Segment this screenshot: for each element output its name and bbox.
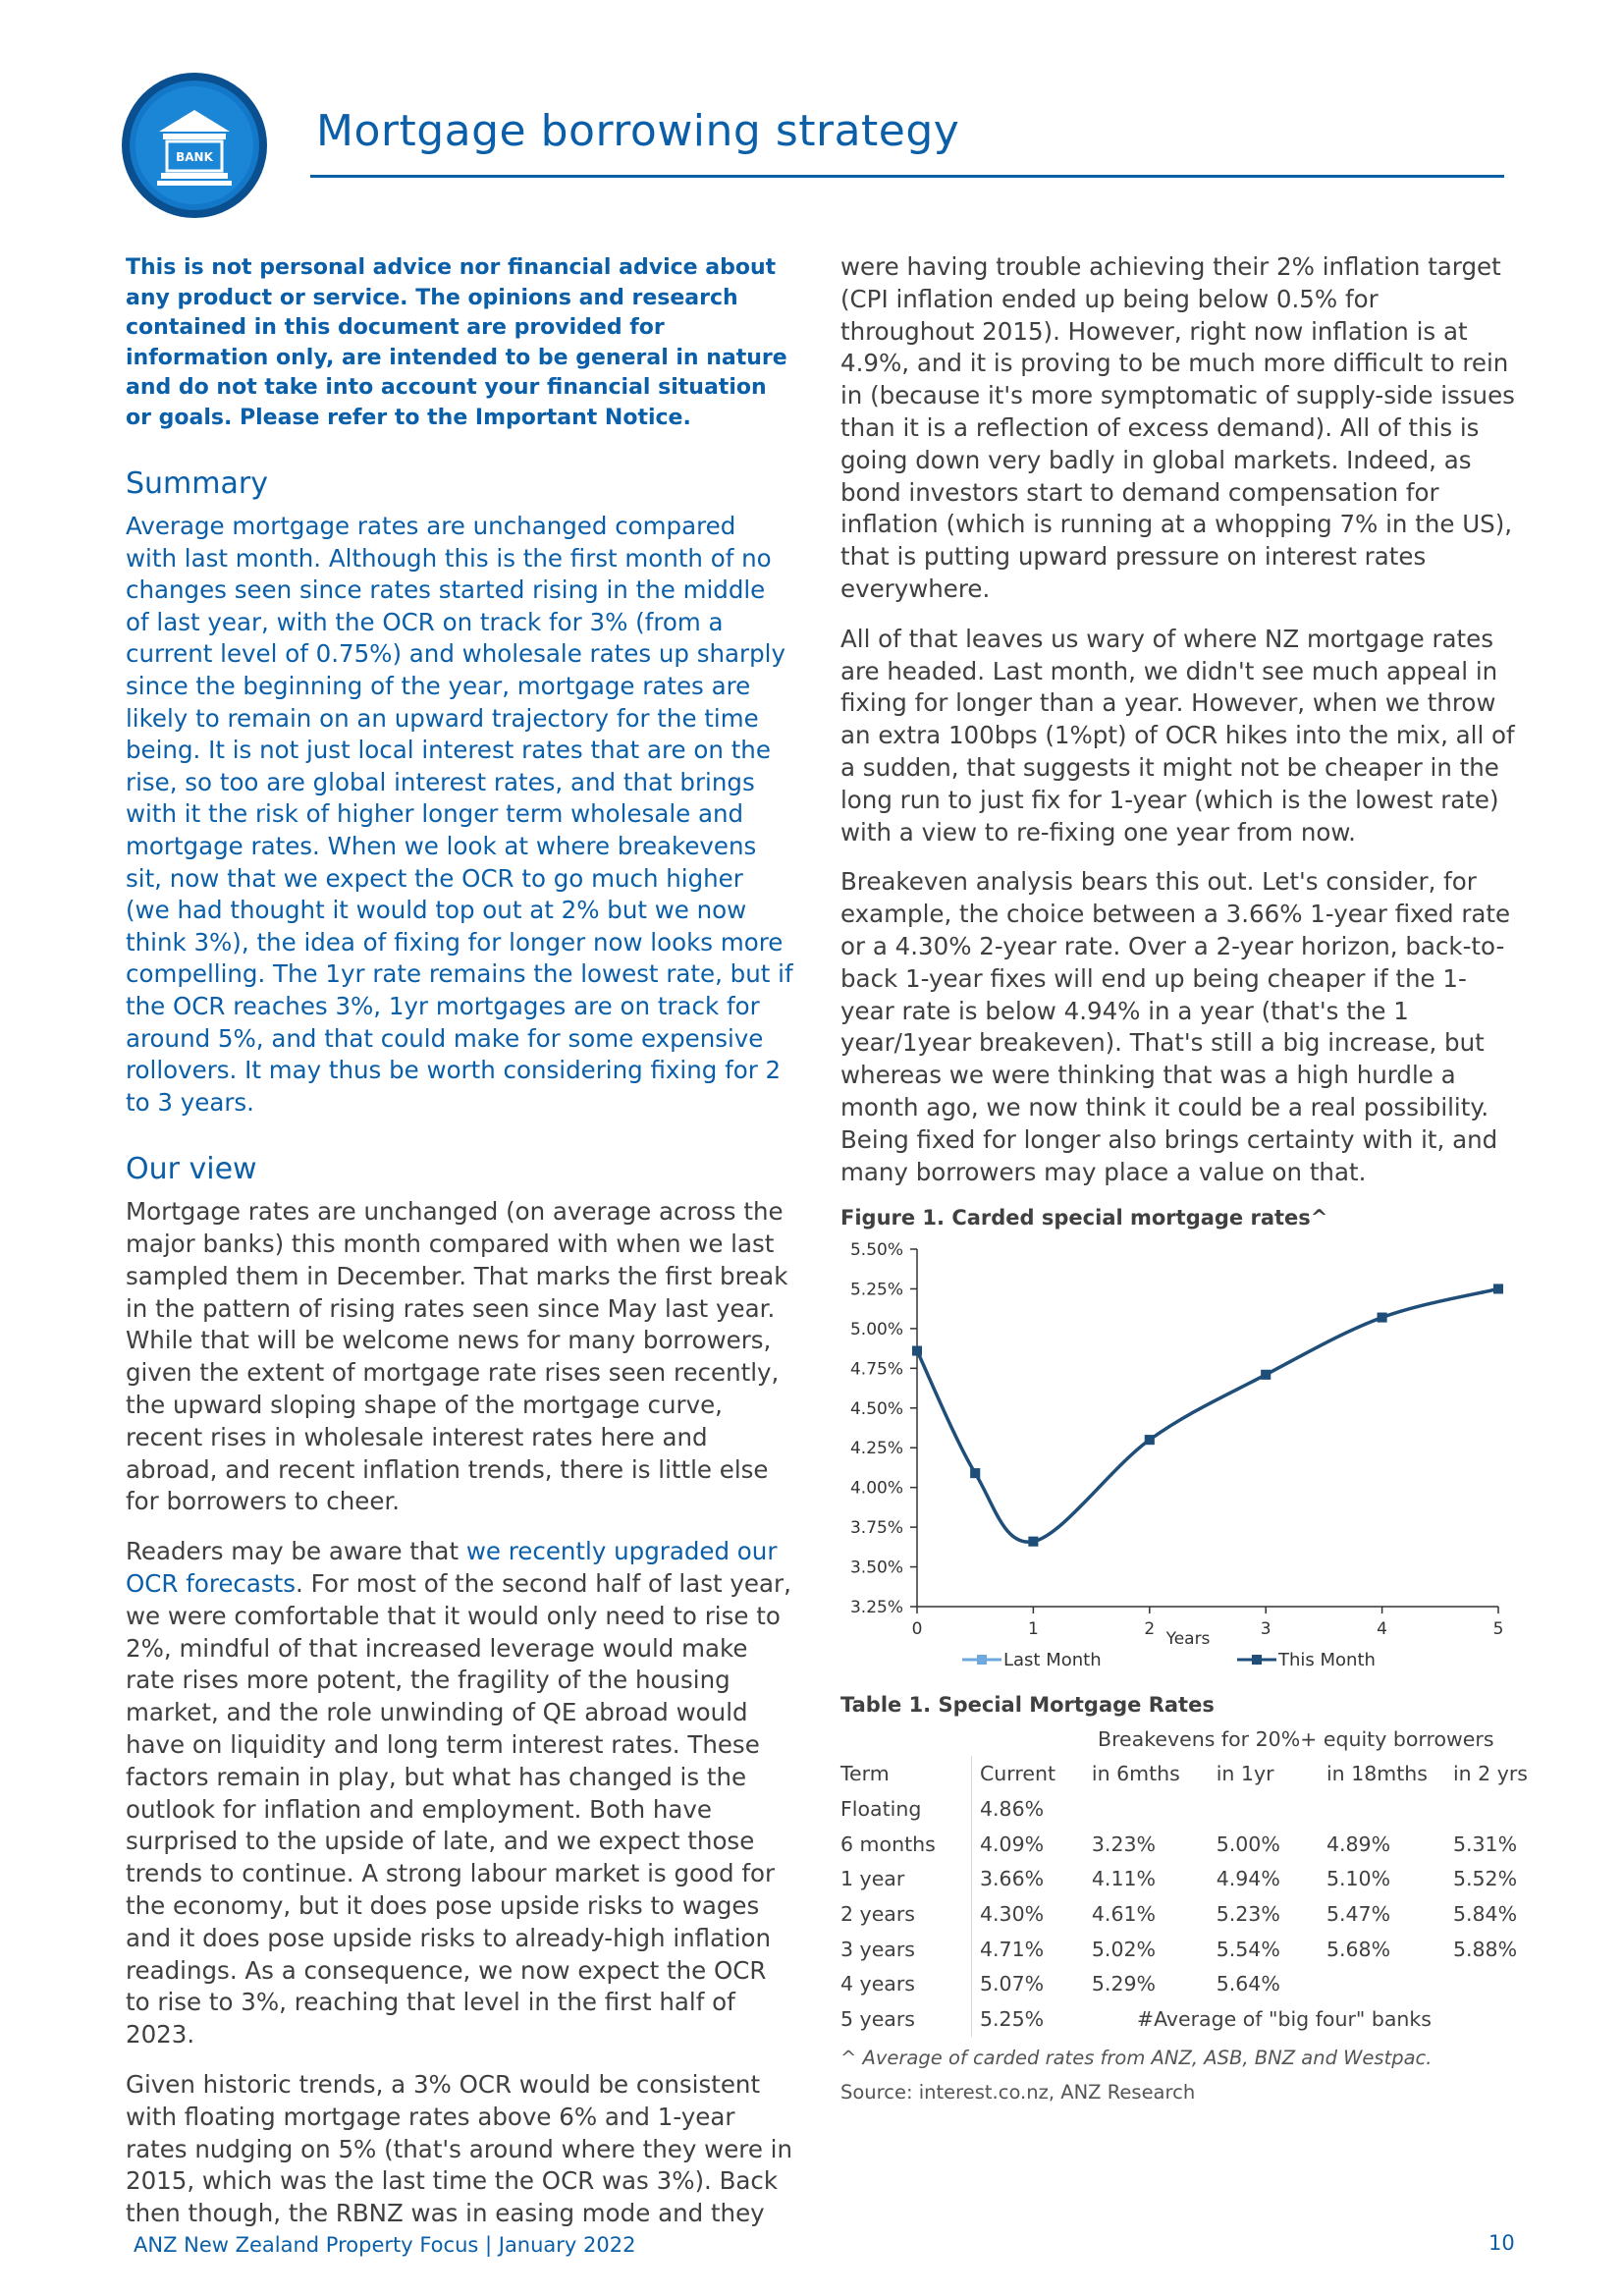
table-cell: 4 years	[840, 1966, 971, 2001]
ocr-forecasts-link[interactable]: we recently upgraded our OCR forecasts	[126, 1537, 778, 1599]
table-cell: 4.30%	[979, 1901, 1045, 1926]
table-cell	[1197, 1791, 1305, 1827]
our-view-paragraph-2	[126, 1536, 793, 2051]
table-cell: 5.52%	[1452, 1867, 1518, 1891]
table-column-header: in 1yr	[1216, 1762, 1274, 1786]
table-cell: 4.89%	[1325, 1831, 1391, 1856]
table-source: Source: interest.co.nz, ANZ Research	[840, 2080, 1196, 2104]
mortgage-rates-table	[840, 1722, 1528, 2037]
table-cell	[1428, 1791, 1528, 1827]
table-group-header-row	[840, 1722, 1528, 1756]
data-point	[970, 1468, 980, 1478]
summary-text: Average mortgage rates are unchanged compared with last month. Although this is the first month of no changes seen since rates started rising in the middle of last year, with the OCR on track for 3% (from a current level of 0.75%) and wholesale rates up sharply since the beginning of the year, mortgage rates are likely to remain on an upward trajectory for the time being. It is not just local interest rates that are on the rise, so too are global interest rates, and that brings with it the risk of higher longer term wholesale and mortgage rates. When we look at where breakevens sit, now that we expect the OCR to go much higher (we had thought it would top out at 2% but we now think 3%), the idea of fixing for longer now looks more compelling. The 1yr rate remains the lowest rate, but if the OCR reaches 3%, 1yr mortgages are on track for around 5%, and that could make for some expensive rollovers. It may thus be worth considering fixing for 2 to 3 years.	[126, 512, 793, 1117]
table-cell: 5.64%	[1216, 1972, 1280, 1996]
table-cell: 5.54%	[1216, 1937, 1280, 1961]
data-point	[1378, 1313, 1387, 1323]
y-tick-label: 4.50%	[849, 1399, 903, 1420]
data-point	[1145, 1435, 1155, 1445]
paragraph-2-intro: Readers may be aware that	[126, 1537, 466, 1566]
table-header-row	[840, 1756, 1528, 1791]
table-cell: 5.25%	[979, 2006, 1045, 2031]
figure-title: Figure 1. Carded special mortgage rates^	[840, 1206, 1328, 1230]
table-cell: 5 years	[840, 2001, 971, 2037]
table-cell	[1305, 1791, 1428, 1827]
table-cell	[1305, 1966, 1428, 2001]
table-row	[840, 1966, 1528, 2001]
table-column-header: Term	[840, 1756, 971, 1791]
table-cell	[1428, 1966, 1528, 2001]
table-cell: 3 years	[840, 1932, 971, 1967]
table-row	[840, 1827, 1528, 1862]
table-cell: 4.86%	[979, 1796, 1045, 1821]
data-point	[1028, 1537, 1038, 1547]
disclaimer: This is not personal advice nor financial advice about any product or service. The opinions and research contained in this document are provided for information only, are intended to be general in nature and do not take into account your financial situation or goals. Please refer to the Important Notice.	[126, 255, 787, 430]
table-column-header: in 6mths	[1091, 1762, 1180, 1786]
table-cell: 4.61%	[1091, 1901, 1157, 1926]
svg-text:BANK: BANK	[176, 150, 213, 164]
table-column-header: Current	[979, 1762, 1055, 1786]
page-number: 10	[1488, 2231, 1515, 2255]
x-tick-label: 5	[1492, 1619, 1504, 1640]
table-cell: 1 year	[840, 1861, 971, 1896]
table-cell: 5.23%	[1216, 1901, 1280, 1926]
x-axis-label: Years	[1165, 1629, 1211, 1650]
y-tick-label: 3.75%	[849, 1518, 903, 1539]
table-footnote: ^ Average of carded rates from ANZ, ASB, BNZ and Westpac.	[840, 2046, 1433, 2069]
table-row	[840, 1791, 1528, 1827]
table-cell: 2 years	[840, 1896, 971, 1932]
x-tick-label: 2	[1144, 1619, 1156, 1640]
legend-label: This Month	[1278, 1650, 1376, 1671]
y-tick-label: 5.25%	[849, 1280, 903, 1300]
table-cell: 4.94%	[1216, 1867, 1280, 1891]
table-cell: 4.09%	[979, 1831, 1045, 1856]
table-cell: 5.31%	[1452, 1831, 1518, 1856]
y-tick-label: 5.00%	[849, 1320, 903, 1340]
table-cell	[1078, 1791, 1197, 1827]
table-cell: 5.68%	[1325, 1937, 1391, 1961]
left-column	[126, 253, 793, 2248]
table-group-header: Breakevens for 20%+ equity borrowers	[1098, 1727, 1494, 1752]
data-point	[1261, 1370, 1271, 1380]
y-tick-label: 4.25%	[849, 1439, 903, 1459]
title-divider	[310, 175, 1504, 178]
our-view-paragraph-3: Given historic trends, a 3% OCR would be consistent with floating mortgage rates above 6% and 1-year rates nudging on 5% (that's around where they were in 2015, which was the last time the OCR was 3%). Back then though, the RBNZ was in easing mode and they	[126, 2070, 793, 2228]
table-row	[840, 1861, 1528, 1896]
table-column-header: in 2 yrs	[1452, 1762, 1528, 1786]
table-cell: 3.23%	[1091, 1831, 1157, 1856]
legend-label: Last Month	[1003, 1650, 1102, 1671]
table-row	[840, 1896, 1528, 1932]
right-column	[840, 251, 1528, 2104]
table-row	[840, 2001, 1528, 2037]
table-cell: 5.88%	[1452, 1937, 1518, 1961]
table-cell: 5.07%	[979, 1972, 1045, 1996]
x-tick-label: 0	[911, 1619, 923, 1640]
table-cell: 5.84%	[1452, 1901, 1518, 1926]
data-point	[1493, 1285, 1503, 1294]
x-tick-label: 1	[1027, 1619, 1039, 1640]
series-line-1	[917, 1289, 1498, 1543]
right-paragraph-1: were having trouble achieving their 2% inflation target (CPI inflation ended up being below 0.5% for throughout 2015). However, right now inflation is at 4.9%, and it is proving to be much more difficult to rein in (because it's more symptomatic of supply-side issues than it is a reflection of excess demand). All of this is going down very badly in global markets. Indeed, as bond investors start to demand compensation for inflation (which is running at a whopping 7% in the US), that is putting upward pressure on interest rates everywhere.	[840, 252, 1515, 603]
y-tick-label: 4.00%	[849, 1478, 903, 1499]
table-cell: 6 months	[840, 1827, 971, 1862]
bank-logo-icon	[120, 71, 269, 220]
page-title: Mortgage borrowing strategy	[316, 106, 960, 156]
paragraph-2-body: . For most of the second half of last year, we were comfortable that it would only need to rise to 2%, mindful of that increased leverage would make rate rises more potent, the fragility of the housing market, and the role unwinding of QE abroad would have on liquidity and long term interest rates. These factors remain in play, but what has changed is the outlook for inflation and employment. Both have surprised to the upside of late, and we expect those trends to continue. A strong labour market is good for the economy, but it does pose upside risks to wages and it does pose upside risks to already-high inflation readings. As a consequence, we now expect the OCR to rise to 3%, reaching that level in the first half of 2023.	[126, 1569, 791, 2050]
table-cell: Floating	[840, 1791, 971, 1827]
summary-heading: Summary	[126, 466, 268, 501]
table-cell: 5.02%	[1091, 1937, 1157, 1961]
table-title: Table 1. Special Mortgage Rates	[840, 1693, 1215, 1718]
our-view-paragraph-1: Mortgage rates are unchanged (on average across the major banks) this month compared with when we last sampled them in December. That marks the first break in the pattern of rising rates seen since May last year. While that will be welcome news for many borrowers, given the extent of mortgage rate rises seen recently, the upward sloping shape of the mortgage curve, recent rises in wholesale interest rates here and abroad, and recent inflation trends, there is little else for borrowers to cheer.	[126, 1197, 788, 1516]
table-row	[840, 1932, 1528, 1967]
data-point	[912, 1346, 922, 1356]
mortgage-rates-chart	[840, 1233, 1518, 1685]
table-cell: 4.71%	[979, 1937, 1045, 1961]
table-cell: 5.29%	[1091, 1972, 1157, 1996]
table-cell: 5.47%	[1325, 1901, 1391, 1926]
right-paragraph-3: Breakeven analysis bears this out. Let's consider, for example, the choice between a 3.66% 1-year fixed rate or a 4.30% 2-year rate. Over a 2-year horizon, back-to-back 1-year fixes will end up being cheaper if the 1-year rate is below 4.94% in a year (that's the 1 year/1year breakeven). That's still a big increase, but whereas we were thinking that was a high hurdle a month ago, we now think it could be a real possibility. Being fixed for longer also brings certainty with it, and many borrowers may place a value on that.	[840, 867, 1511, 1186]
x-tick-label: 3	[1260, 1619, 1271, 1640]
y-tick-label: 3.25%	[849, 1598, 903, 1618]
table-cell: 3.66%	[979, 1867, 1045, 1891]
series-line-0	[917, 1289, 1498, 1543]
our-view-heading: Our view	[126, 1152, 257, 1187]
right-paragraph-2: All of that leaves us wary of where NZ mortgage rates are headed. Last month, we didn't see much appeal in fixing for longer than a year. However, when we throw an extra 100bps (1%pt) of OCR hikes into the mix, all of a sudden, that suggests it might not be cheaper in the long run to just fix for 1-year (which is the lowest rate) with a view to re-fixing one year from now.	[840, 624, 1515, 847]
legend-marker	[1252, 1655, 1262, 1665]
y-tick-label: 5.50%	[849, 1240, 903, 1261]
footer-text: ANZ New Zealand Property Focus | January 2022	[134, 2233, 636, 2257]
legend-marker	[977, 1655, 987, 1665]
table-cell: 4.11%	[1091, 1867, 1157, 1891]
table-cell: 5.00%	[1216, 1831, 1280, 1856]
table-note: #Average of "big four" banks	[1136, 2006, 1432, 2031]
table-column-header: in 18mths	[1325, 1762, 1428, 1786]
table-cell: 5.10%	[1325, 1867, 1391, 1891]
y-tick-label: 3.50%	[849, 1558, 903, 1578]
y-tick-label: 4.75%	[849, 1359, 903, 1380]
x-tick-label: 4	[1377, 1619, 1388, 1640]
